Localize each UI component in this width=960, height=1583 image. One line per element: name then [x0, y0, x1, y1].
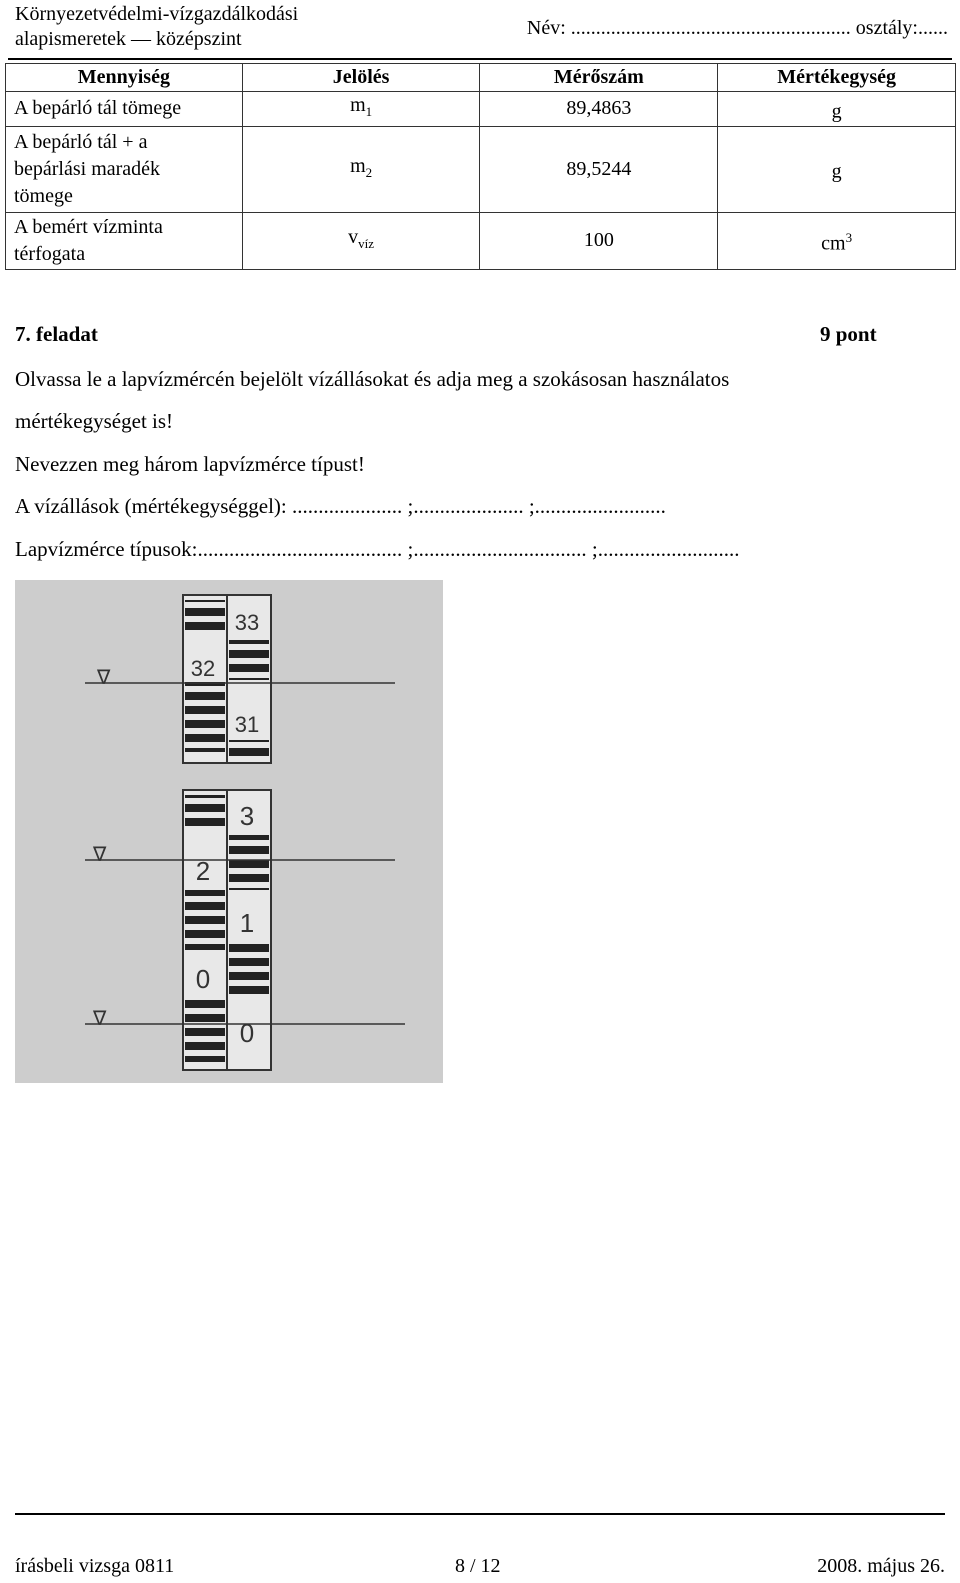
table-header-row — [6, 64, 956, 92]
task-points: 9 pont — [820, 322, 877, 346]
cell-symbol: $v_{víz}$ — [242, 212, 480, 269]
gauge-label: 31 — [234, 712, 260, 737]
col-header-value: Mérőszám — [480, 64, 718, 92]
cell-value: 89,4863 — [480, 92, 718, 127]
gauge-label: 3 — [239, 801, 255, 831]
table-row — [6, 92, 956, 127]
cell-value: 100 — [480, 212, 718, 269]
measurement-table — [5, 63, 956, 270]
answer-line-water-levels: A vízállások (mértékegységgel): ..................... ;..................... ;......................... — [15, 494, 666, 518]
gauge-label: 32 — [190, 656, 216, 681]
footer-date: 2008. május 26. — [817, 1555, 945, 1577]
col-header-quantity: Mennyiség — [6, 64, 243, 92]
upper-gauge-section — [183, 595, 271, 763]
gauge-label: 0 — [195, 964, 211, 994]
gauge-label: 0 — [239, 1018, 255, 1048]
water-level-marker-icon: ∇ — [97, 665, 111, 689]
document-header-title — [15, 2, 298, 52]
cell-unit: g — [718, 92, 956, 127]
cell-value: 89,5244 — [480, 126, 718, 212]
task-instruction-line3: Nevezzen meg három lapvízmérce típust! — [15, 452, 365, 476]
cell-quantity: A bepárló tál tömege — [6, 92, 243, 127]
header-title-line2: alapismeretek — középszint — [15, 28, 242, 50]
footer-exam-code: írásbeli vizsga 0811 — [15, 1555, 175, 1577]
water-level-marker-icon: ∇ — [93, 842, 107, 866]
gauge-label: 1 — [239, 908, 255, 938]
cell-symbol: $m_2$ — [242, 126, 480, 212]
cell-quantity: A bepárló tál + a bepárlási maradék tömege — [6, 126, 243, 212]
cell-unit: $cm^3$ — [718, 212, 956, 269]
col-header-unit: Mértékegység — [718, 64, 956, 92]
header-divider — [8, 58, 952, 60]
table-row — [6, 212, 956, 269]
gauge-label: 2 — [195, 856, 211, 886]
gauge-label: 33 — [234, 610, 260, 635]
col-header-symbol: Jelölés — [242, 64, 480, 92]
staff-gauge-drawing — [15, 580, 443, 1083]
task-instruction-line1: Olvassa le a lapvízmércén bejelölt vízállásokat és adja meg a szokásosan használatos — [15, 367, 730, 391]
task-title: 7. feladat — [15, 322, 98, 346]
staff-gauge-photo — [15, 580, 443, 1083]
cell-unit: g — [718, 126, 956, 212]
header-title-line1: Környezetvédelmi-vízgazdálkodási — [15, 3, 299, 25]
footer-page-number: 8 / 12 — [455, 1555, 501, 1577]
lower-gauge-section — [183, 790, 271, 1070]
name-class-field: Név: ........................................................ osztály:...... — [526, 17, 948, 39]
cell-symbol: $m_1$ — [242, 92, 480, 127]
task-instruction-line2: mértékegységet is! — [15, 409, 174, 433]
footer-divider — [15, 1513, 945, 1515]
answer-line-gauge-types: Lapvízmérce típusok:....................................... ;................................. ;........................... — [15, 537, 740, 561]
cell-quantity: A bemért vízminta térfogata — [6, 212, 243, 269]
water-level-marker-icon: ∇ — [93, 1006, 107, 1030]
table-row — [6, 126, 956, 212]
